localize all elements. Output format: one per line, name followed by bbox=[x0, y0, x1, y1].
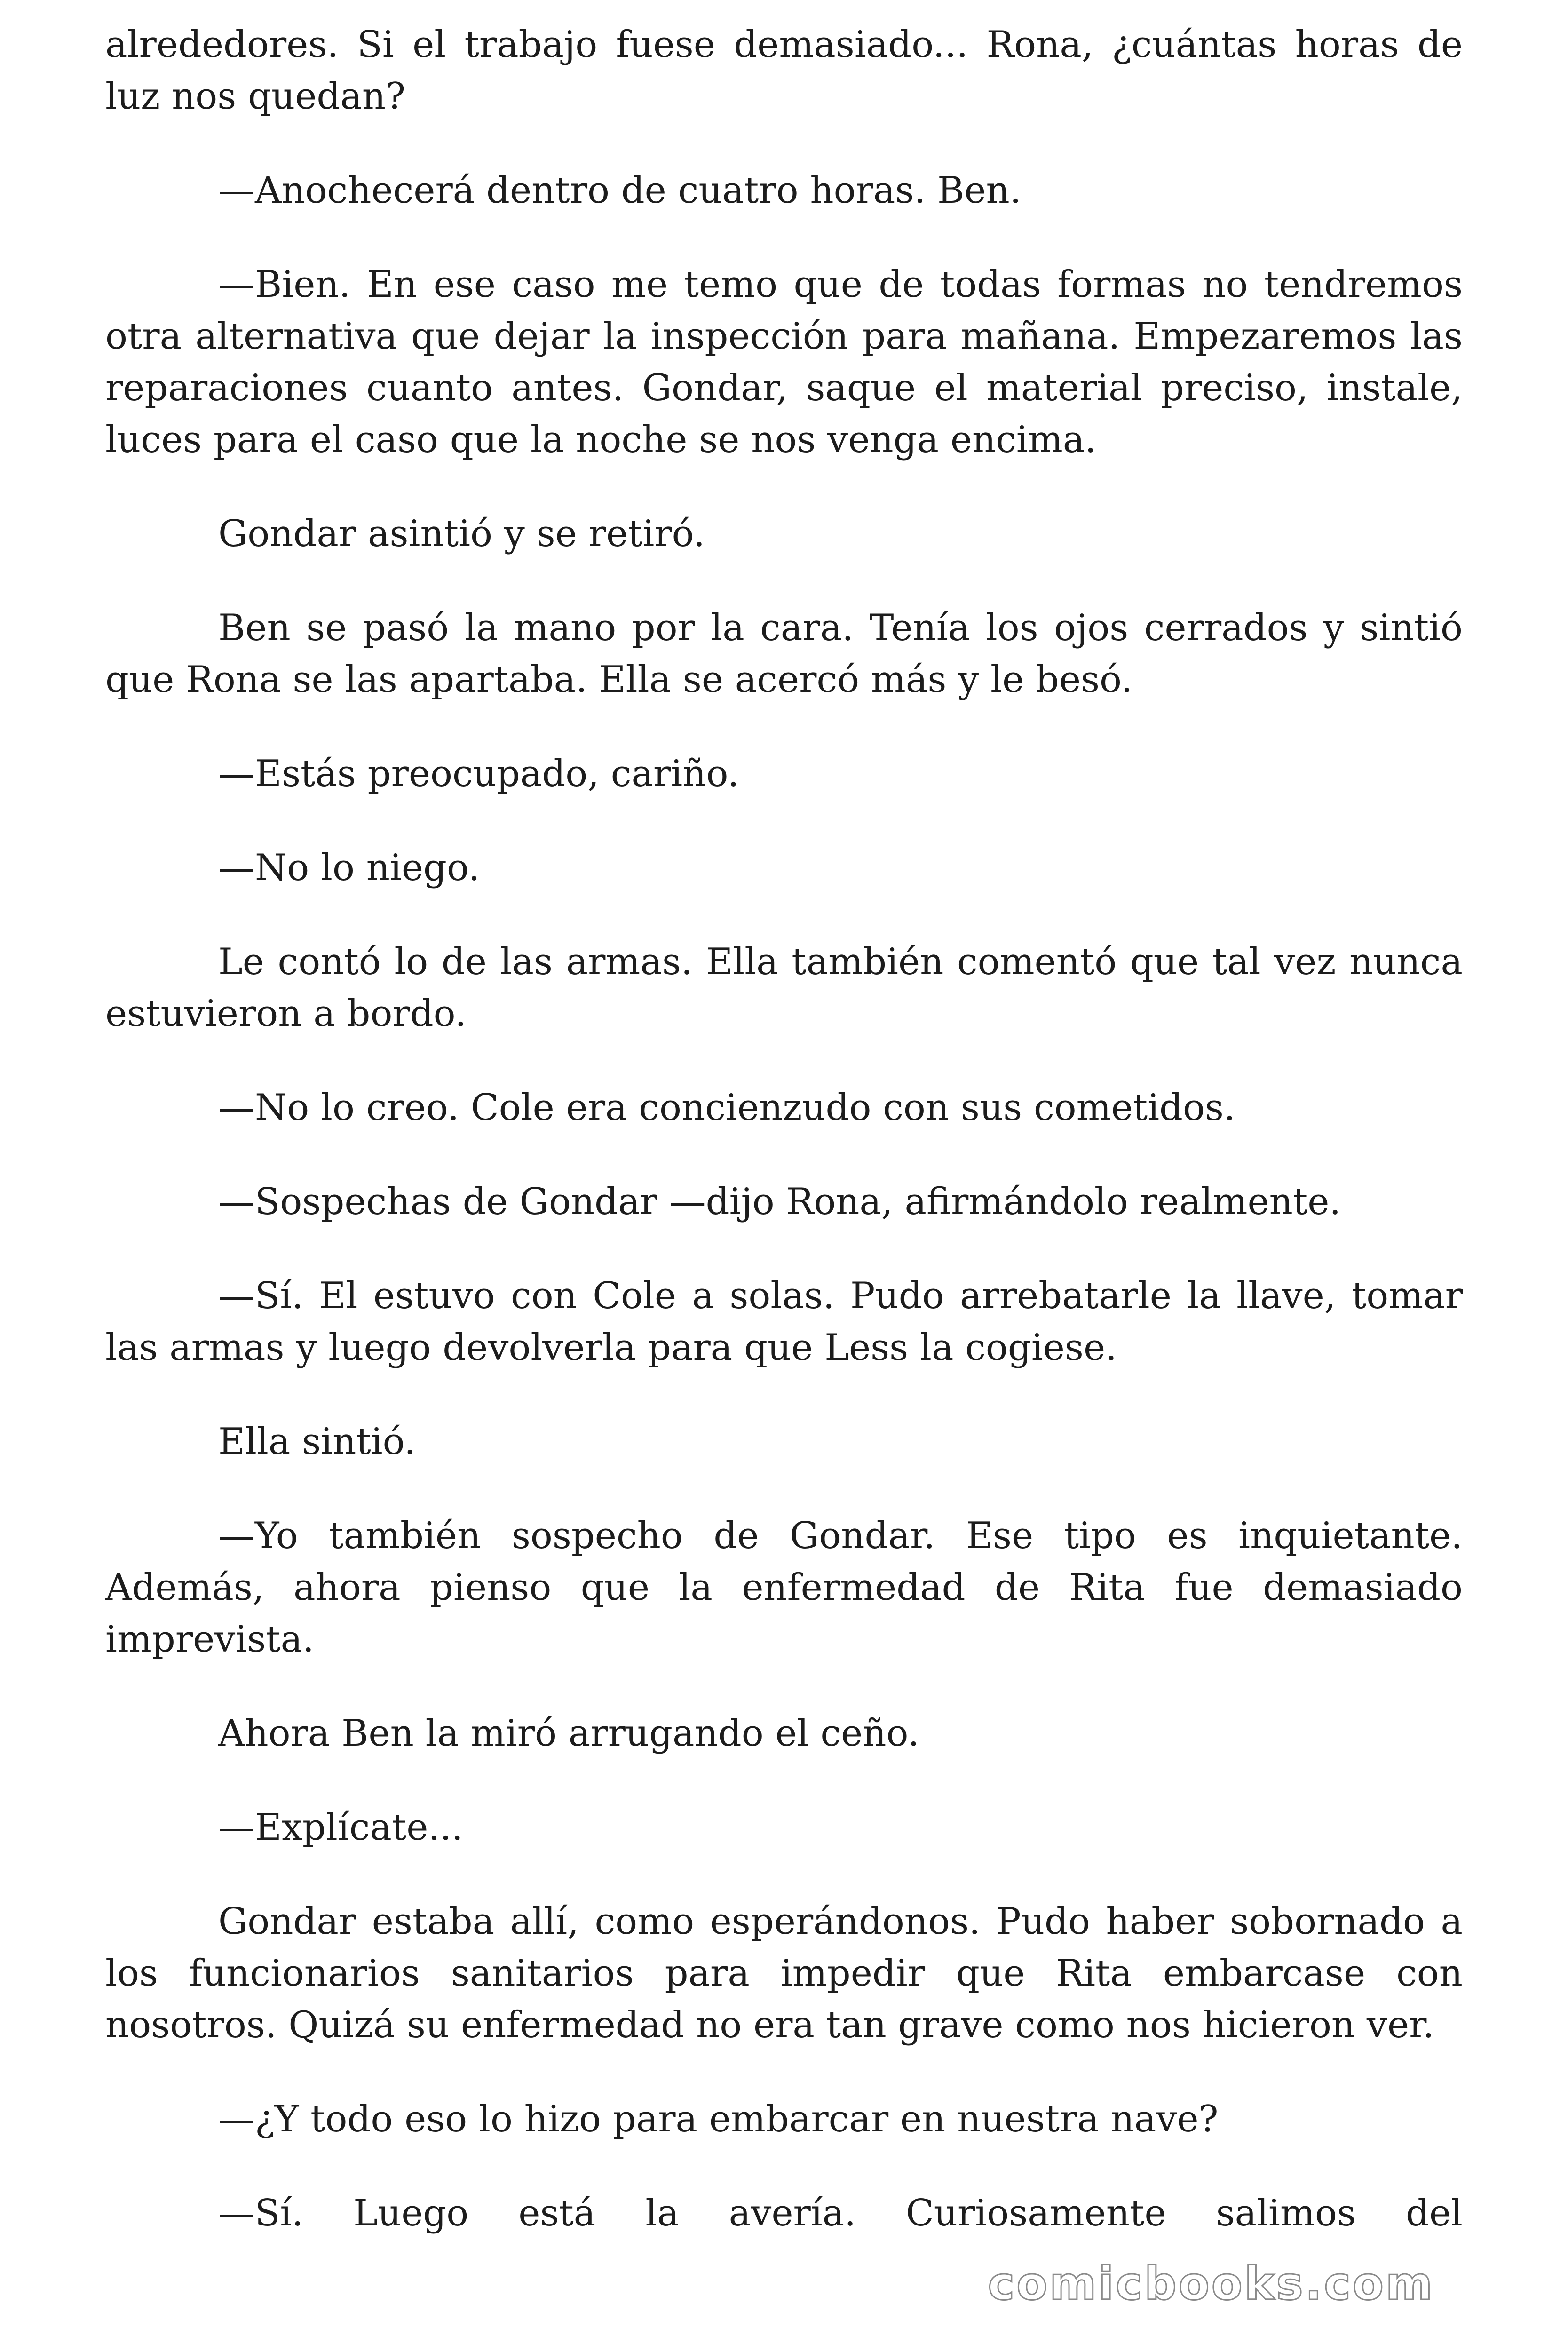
paragraph-dialogue: —Sí. Luego está la avería. Curiosamente salimos del bbox=[218, 2192, 1463, 2234]
paragraph-narration: Ahora Ben la miró arrugando el ceño. bbox=[218, 1712, 919, 1755]
paragraph-dialogue: —Anochecerá dentro de cuatro horas. Ben. bbox=[218, 169, 1022, 212]
paragraph-narration: Ben se pasó la mano por la cara. Tenía los ojos cerrados y sintió que Rona se las apartaba. Ella se acercó más y le besó. bbox=[105, 607, 1463, 701]
paragraph-continuation: alrededores. Si el trabajo fuese demasiado... Rona, ¿cuántas horas de luz nos quedan? bbox=[105, 24, 1463, 118]
book-page bbox=[105, 0, 1463, 2352]
paragraph-dialogue: —¿Y todo eso lo hizo para embarcar en nuestra nave? bbox=[218, 2098, 1219, 2140]
paragraph-dialogue: —Explícate... bbox=[218, 1806, 463, 1849]
paragraph-narration: Ella sintió. bbox=[218, 1421, 416, 1463]
paragraph-dialogue: —Sospechas de Gondar —dijo Rona, afirmándolo realmente. bbox=[218, 1181, 1341, 1223]
paragraph-narration: Gondar asintió y se retiró. bbox=[218, 513, 705, 555]
watermark-logo: comicbooks.com bbox=[988, 2257, 1434, 2310]
paragraph-narration: Le contó lo de las armas. Ella también comentó que tal vez nunca estuvieron a bordo. bbox=[105, 941, 1463, 1035]
paragraph-dialogue: —No lo niego. bbox=[218, 847, 480, 889]
paragraph-narration: Gondar estaba allí, como esperándonos. Pudo haber sobornado a los funcionarios sanitarios para impedir que Rita embarcase con nosotros. Quizá su enfermedad no era tan grave como nos hicieron ver. bbox=[105, 1900, 1463, 2046]
paragraph-dialogue: —Estás preocupado, cariño. bbox=[218, 753, 739, 795]
paragraph-dialogue: —Bien. En ese caso me temo que de todas formas no tendremos otra alternativa que dejar la inspección para mañana. Empezaremos las reparaciones cuanto antes. Gondar, saque el material preciso, instale, luces para el caso que la noche se nos venga encima. bbox=[105, 263, 1463, 461]
paragraph-dialogue: —No lo creo. Cole era concienzudo con sus cometidos. bbox=[218, 1087, 1235, 1129]
page-text bbox=[105, 19, 1463, 2239]
paragraph-dialogue: —Sí. El estuvo con Cole a solas. Pudo arrebatarle la llave, tomar las armas y luego devolverla para que Less la cogiese. bbox=[105, 1275, 1463, 1369]
paragraph-dialogue: —Yo también sospecho de Gondar. Ese tipo es inquietante. Además, ahora pienso que la enfermedad de Rita fue demasiado imprevista. bbox=[105, 1515, 1463, 1661]
